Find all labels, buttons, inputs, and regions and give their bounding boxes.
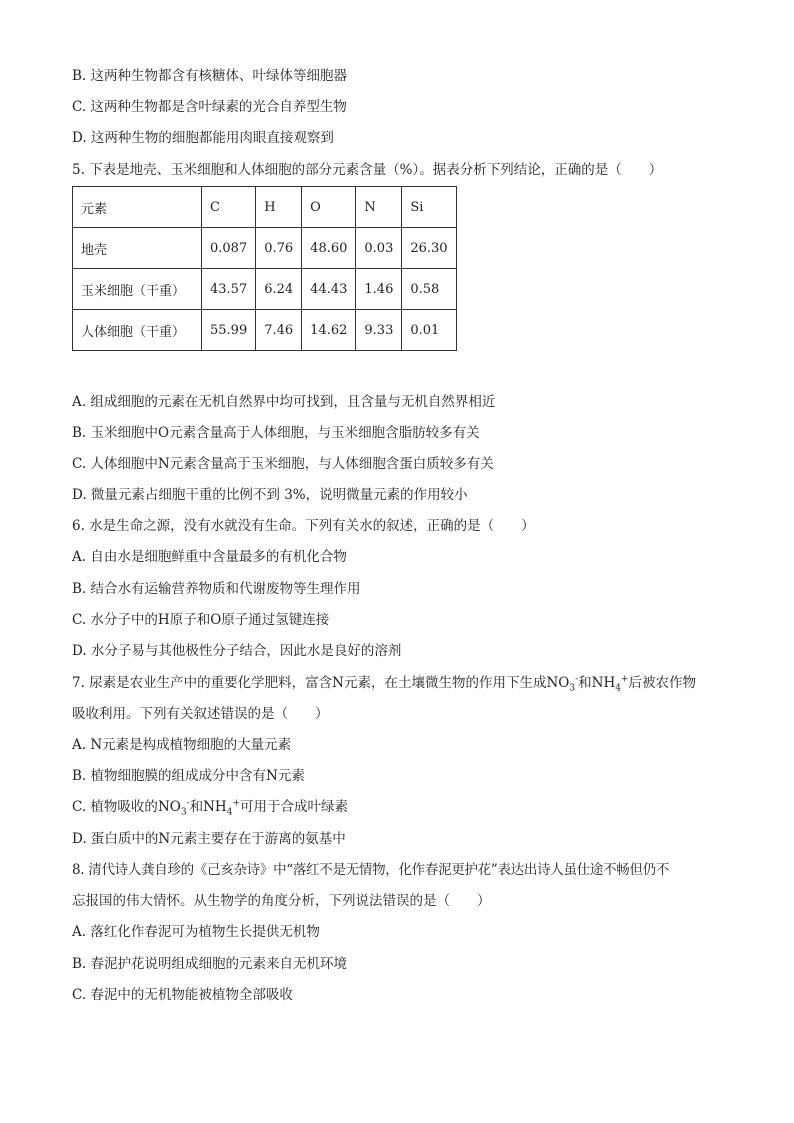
table-cell: 0.76 [256, 228, 302, 269]
element-content-table [72, 186, 457, 351]
table-cell: 6.24 [256, 269, 302, 310]
table-cell: 1.46 [356, 269, 402, 310]
q8-option-c: C. 春泥中的无机物能被植物全部吸收 [72, 987, 293, 1003]
table-cell: 48.60 [302, 228, 356, 269]
table-cell: 人体细胞（干重） [73, 310, 202, 351]
table-cell: 43.57 [202, 269, 256, 310]
q7-option-a: A. N元素是构成植物细胞的大量元素 [72, 737, 292, 753]
q5-stem: 5. 下表是地壳、玉米细胞和人体细胞的部分元素含量（%）。据表分析下列结论，正确的是（ ） [72, 162, 663, 178]
table-cell: 0.58 [402, 269, 456, 310]
q8-stem-line2: 忘报国的伟大情怀。从生物学的角度分析，下列说法错误的是（ ） [72, 893, 491, 909]
q8-option-b: B. 春泥护花说明组成细胞的元素来自无机环境 [72, 956, 348, 972]
q6-option-c: C. 水分子中的H原子和O原子通过氢键连接 [72, 612, 330, 628]
ammonium-formula: $NH_4^+$ [203, 798, 240, 818]
q6-option-a: A. 自由水是细胞鲜重中含量最多的有机化合物 [72, 549, 347, 565]
table-cell: 7.46 [256, 310, 302, 351]
q5-option-d: D. 微量元素占细胞干重的比例不到 3%，说明微量元素的作用较小 [72, 487, 468, 503]
q4-option-b: B. 这两种生物都含有核糖体、叶绿体等细胞器 [72, 68, 348, 84]
table-cell: 14.62 [302, 310, 356, 351]
table-cell: 玉米细胞（干重） [73, 269, 202, 310]
nitrate-formula: $NO_3^-$ [157, 798, 190, 818]
q7-stem: 7. 尿素是农业生产中的重要化学肥料，富含N元素，在土壤微生物的作用下生成$NO_3^-$和$NH_4^+$后被农作物 [72, 674, 697, 694]
table-cell: 9.33 [356, 310, 402, 351]
q8-option-a: A. 落红化作春泥可为植物生长提供无机物 [72, 924, 320, 940]
table-cell: 地壳 [73, 228, 202, 269]
q5-option-c: C. 人体细胞中N元素含量高于玉米细胞，与人体细胞含蛋白质较多有关 [72, 456, 494, 472]
q6-stem: 6. 水是生命之源，没有水就没有生命。下列有关水的叙述，正确的是（ ） [72, 518, 535, 534]
q5-option-b: B. 玉米细胞中O元素含量高于人体细胞，与玉米细胞含脂肪较多有关 [72, 425, 480, 441]
table-cell: O [302, 187, 356, 228]
table-row [73, 228, 457, 269]
q7-stem-line2: 吸收利用。下列有关叙述错误的是（ ） [72, 706, 329, 722]
table-cell: 0.01 [402, 310, 456, 351]
q6-option-b: B. 结合水有运输营养物质和代谢废物等生理作用 [72, 581, 361, 597]
table-cell: 0.087 [202, 228, 256, 269]
table-header-row [73, 187, 457, 228]
table-cell: 26.30 [402, 228, 456, 269]
table-row [73, 310, 457, 351]
q7-option-c: C. 植物吸收的$NO_3^-$和$NH_4^+$可用于合成叶绿素 [72, 798, 348, 818]
q4-option-c: C. 这两种生物都是含叶绿素的光合自养型生物 [72, 99, 347, 115]
q7-option-b: B. 植物细胞膜的组成成分中含有N元素 [72, 768, 305, 784]
table-row [73, 269, 457, 310]
q6-option-d: D. 水分子易与其他极性分子结合，因此水是良好的溶剂 [72, 643, 402, 659]
table-cell: C [202, 187, 256, 228]
table-cell: 55.99 [202, 310, 256, 351]
table-cell: H [256, 187, 302, 228]
nitrate-formula: $NO_3^-$ [546, 674, 579, 694]
table-cell: 元素 [73, 187, 202, 228]
table-cell: N [356, 187, 402, 228]
q7-stem-text: 7. 尿素是农业生产中的重要化学肥料，富含N元素，在土壤微生物的作用下生成 [72, 675, 547, 691]
table-cell: Si [402, 187, 456, 228]
ammonium-formula: $NH_4^+$ [591, 674, 629, 694]
table-cell: 44.43 [302, 269, 356, 310]
table-cell: 0.03 [356, 228, 402, 269]
q4-option-d: D. 这两种生物的细胞都能用肉眼直接观察到 [72, 130, 334, 146]
q7-option-d: D. 蛋白质中的N元素主要存在于游离的氨基中 [72, 831, 346, 847]
q5-option-a: A. 组成细胞的元素在无机自然界中均可找到，且含量与无机自然界相近 [72, 394, 496, 410]
q8-stem: 8. 清代诗人龚自珍的《己亥杂诗》中“落红不是无情物，化作春泥更护花”表达出诗人虽仕途不畅但仍不 [72, 862, 670, 878]
